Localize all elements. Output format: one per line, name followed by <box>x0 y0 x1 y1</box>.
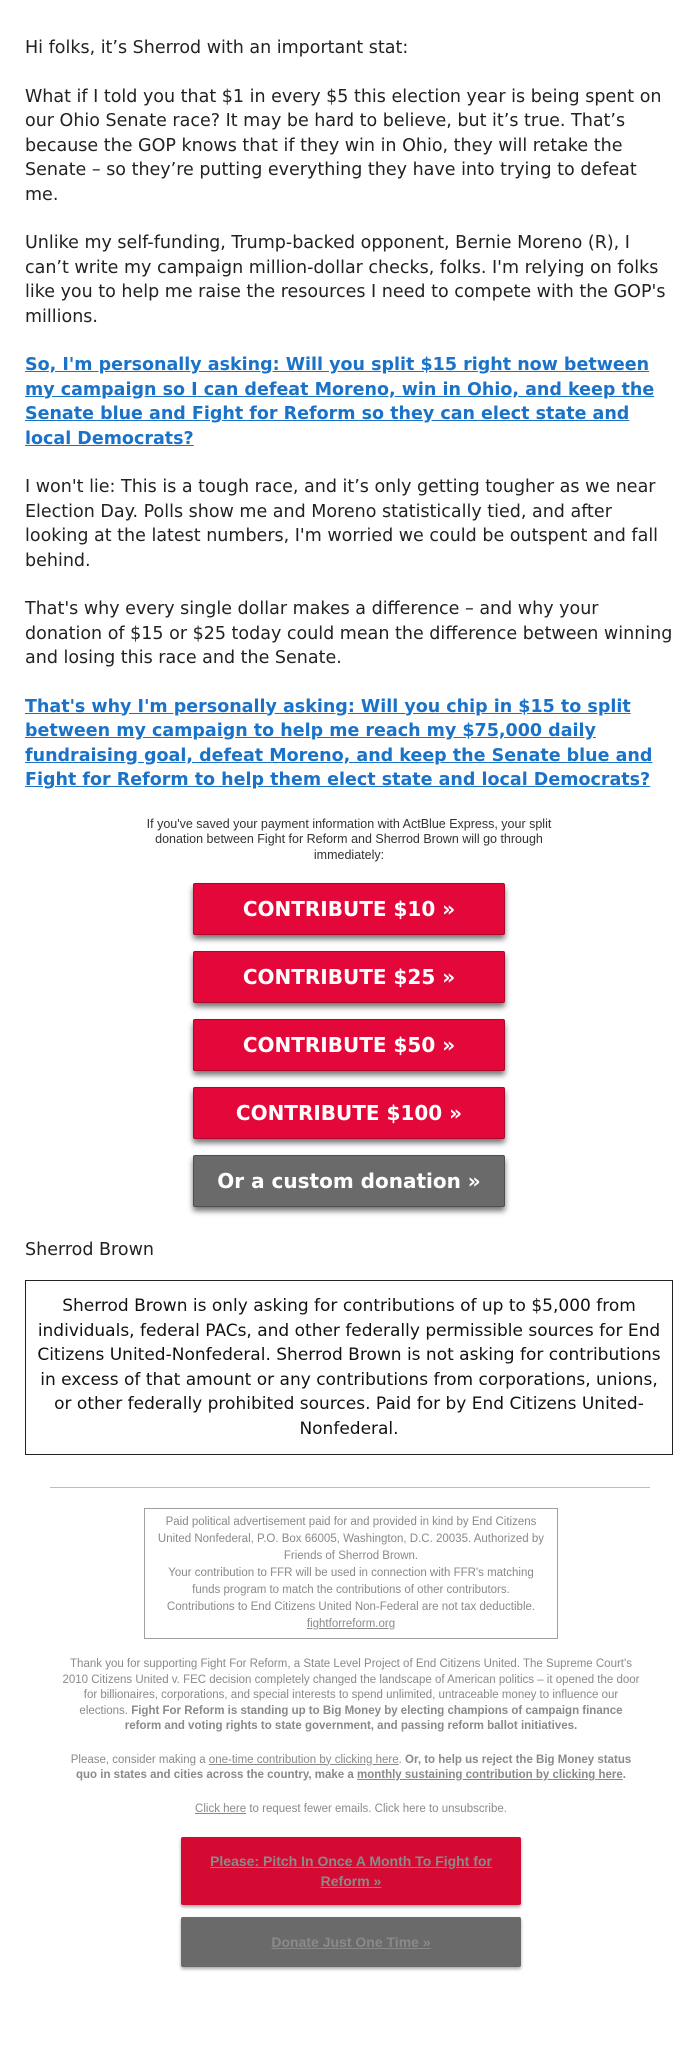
paid-for-disclaimer: Sherrod Brown is only asking for contributions of up to $5,000 from individuals, federal PACs, and other federally permissible sources for End Citizens United-Nonfederal. Sherrod Brown is not asking for contributions in excess of that amount or any contributions from corporations, unions, or other federally prohibited sources. Paid for by End Citizens United-Nonfederal. <box>25 1280 673 1455</box>
paragraph-stat: What if I told you that $1 in every $5 this election year is being spent on our Ohio Senate race? It may be hard to believe, but it’s true. That’s because the GOP knows that if they win in Ohio, they will retake the Senate – so they’re putting everything they have into trying to defeat me. <box>25 86 662 205</box>
footer-divider <box>50 1487 650 1488</box>
one-time-contribution-link[interactable]: one-time contribution by clicking here <box>208 1753 399 1766</box>
consider-paragraph <box>60 1753 642 1784</box>
consider-bold-text: Or, to help us reject the Big Money status quo in states and cities across the country, make a <box>75 1753 632 1781</box>
one-time-donate-button[interactable]: Donate Just One Time » <box>181 1917 521 1967</box>
paragraph-tough-race: I won't lie: This is a tough race, and it’s only getting tougher as we near Election Day. Polls show me and Moreno statistically tied, and after looking at the latest numbers, I'm worried we could be outspent and fall behind. <box>25 477 659 571</box>
paragraph-every-dollar: That's why every single dollar makes a difference – and why your donation of $15 or $25 today could mean the difference between winning and losing this race and the Senate. <box>25 599 673 668</box>
thanks-bold-text: Fight For Reform is standing up to Big Money by electing champions of campaign finance reform and voting rights to state government, and passing reform ballot initiatives. <box>124 1704 623 1732</box>
actblue-express-note: If you've saved your payment information with ActBlue Express, your split donation between Fight for Reform and Sherrod Brown will go through immediately: <box>146 816 552 862</box>
fewer-emails-paragraph <box>60 1802 642 1818</box>
custom-donation-button[interactable]: Or a custom donation » <box>193 1155 505 1207</box>
contribute-50-button[interactable]: CONTRIBUTE $50 » <box>193 1019 505 1071</box>
consider-mid-text: . <box>398 1753 406 1766</box>
greeting: Hi folks, it’s Sherrod with an important stat: <box>25 38 409 58</box>
matching-funds-text: Your contribution to FFR will be used in connection with FFR's matching funds program to match the contributions of other contributors. <box>168 1567 534 1596</box>
fewer-emails-link[interactable]: Click here <box>195 1802 247 1815</box>
thanks-paragraph <box>60 1657 642 1735</box>
fewer-emails-text: to request fewer emails. Click here to unsubscribe. <box>246 1802 507 1815</box>
fightforreform-link[interactable]: fightforreform.org <box>306 1618 396 1630</box>
thanks-text: Thank you for supporting Fight For Reform, a State Level Project of End Citizens United. The Supreme Court's 2010 Citizens United v. FEC decision completely changed the landscape of American politics – it opened the door for billionaires, corporations, and special interests to spend unlimited, untraceable money to influence our elections. <box>62 1658 640 1717</box>
ask-link-chip-in-15[interactable]: That's why I'm personally asking: Will you chip in $15 to split between my campaign to help me reach my $75,000 daily fundraising goal, defeat Moreno, and keep the Senate blue and Fight for Reform to help them elect state and local Democrats? <box>25 696 653 790</box>
monthly-contribution-link[interactable]: monthly sustaining contribution by clicking here <box>356 1769 623 1781</box>
contribute-10-button[interactable]: CONTRIBUTE $10 » <box>193 883 505 935</box>
paid-ad-box <box>144 1508 558 1639</box>
contribute-25-button[interactable]: CONTRIBUTE $25 » <box>193 951 505 1003</box>
footer <box>60 1508 642 1967</box>
paid-ad-text: Paid political advertisement paid for and provided in kind by End Citizens United Nonfederal, P.O. Box 66005, Washington, D.C. 20035. Authorized by Friends of Sherrod Brown. <box>157 1516 545 1562</box>
email-body <box>25 36 673 1455</box>
monthly-donate-button[interactable]: Please: Pitch In Once A Month To Fight for Reform » <box>181 1837 521 1905</box>
contribute-100-button[interactable]: CONTRIBUTE $100 » <box>193 1087 505 1139</box>
signature: Sherrod Brown <box>25 1240 154 1260</box>
paragraph-opponent: Unlike my self-funding, Trump-backed opponent, Bernie Moreno (R), I can’t write my campaign million-dollar checks, folks. I'm relying on folks like you to help me raise the resources I need to compete with the GOP's millions. <box>25 233 666 327</box>
tax-deductible-text: Contributions to End Citizens United Non-Federal are not tax deductible. <box>166 1601 536 1613</box>
contribute-buttons <box>193 883 505 1207</box>
consider-text: Please, consider making a <box>70 1753 209 1766</box>
ask-link-split-15[interactable]: So, I'm personally asking: Will you split $15 right now between my campaign so I can defeat Moreno, win in Ohio, and keep the Senate blue and Fight for Reform so they can elect state and local Democrats? <box>25 355 655 449</box>
monthly-end-text: . <box>622 1769 626 1781</box>
